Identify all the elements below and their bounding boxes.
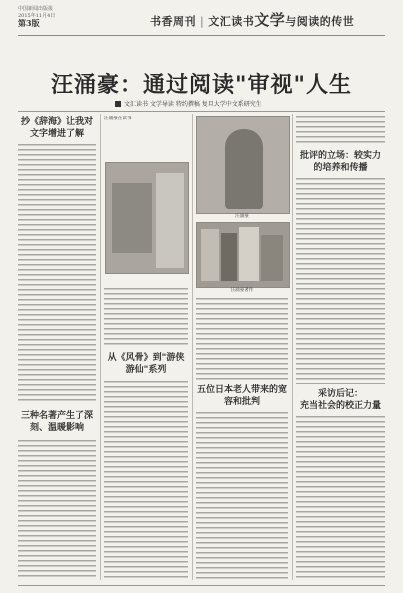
reading-photo (105, 162, 189, 274)
section-left-label: 书香周刊 (150, 15, 196, 28)
column-divider-2 (192, 114, 193, 580)
books-photo (196, 222, 290, 288)
photo-window (156, 173, 184, 268)
book-3 (239, 227, 259, 281)
section-right-post: 与阅读的传世 (285, 15, 355, 28)
byline (115, 99, 262, 108)
col2-body-2 (104, 381, 188, 580)
title-separator: | (200, 15, 205, 28)
headline-rule (18, 111, 385, 112)
col1-body-2 (18, 440, 96, 580)
page-number: 第3版 (18, 18, 40, 28)
col4-body-2 (296, 178, 385, 384)
headline: 汪涌豪：通过阅读"审视"人生 (51, 73, 352, 98)
book-1 (201, 229, 219, 281)
col4-subhead-1: 批评的立场：较实力的培养和传播 (299, 151, 381, 173)
col4-body-3 (296, 416, 385, 580)
masthead (0, 0, 403, 40)
section-title (150, 9, 354, 30)
paper-name: 中国新闻出版报 (18, 6, 54, 12)
section-right-big: 文学 (254, 11, 286, 29)
byline-mark (115, 101, 121, 107)
section-right-pre: 文汇读书 (208, 15, 255, 28)
col3-body-2 (196, 412, 288, 580)
col1-subhead-2: 三种名著产生了深刻、温暖影响 (20, 411, 93, 433)
col3-books-caption: 汪涌豪著作 (230, 288, 254, 293)
column-divider-1 (100, 114, 101, 580)
book-2 (221, 233, 237, 281)
masthead-rule (18, 35, 385, 36)
photo-figure (112, 183, 152, 253)
caption-text: 汪涌豪在读书 (104, 116, 132, 121)
col1-body-1 (18, 144, 96, 404)
col3-photo-caption: 汪涌豪 (235, 214, 249, 219)
col2-body-1 (104, 288, 188, 348)
footer-rule (18, 585, 385, 586)
portrait-photo (196, 116, 290, 214)
portrait-figure (225, 129, 263, 209)
book-4 (261, 235, 283, 281)
col4-body-1 (296, 116, 385, 146)
col2-photo-caption (104, 116, 188, 164)
col2-subhead: 从《风骨》到"游侠游仙"系列 (107, 353, 185, 375)
col1-subhead-1: 抄《辞海》让我对文字增进了解 (20, 117, 93, 139)
column-divider-3 (292, 114, 293, 580)
col3-subhead: 五位日本老人带来的宽容和批判 (196, 385, 287, 407)
col3-body-1 (196, 298, 288, 382)
masthead-left (18, 6, 88, 27)
issue-date: 2015年11月4日 (18, 13, 56, 19)
byline-text: 文汇读书 文学导读 特约撰稿 复旦大学中文系研究生 (124, 101, 262, 108)
col4-subhead-2: 采访后记： (317, 389, 363, 399)
col4-subhead-3: 充当社会的校正力量 (299, 401, 381, 411)
